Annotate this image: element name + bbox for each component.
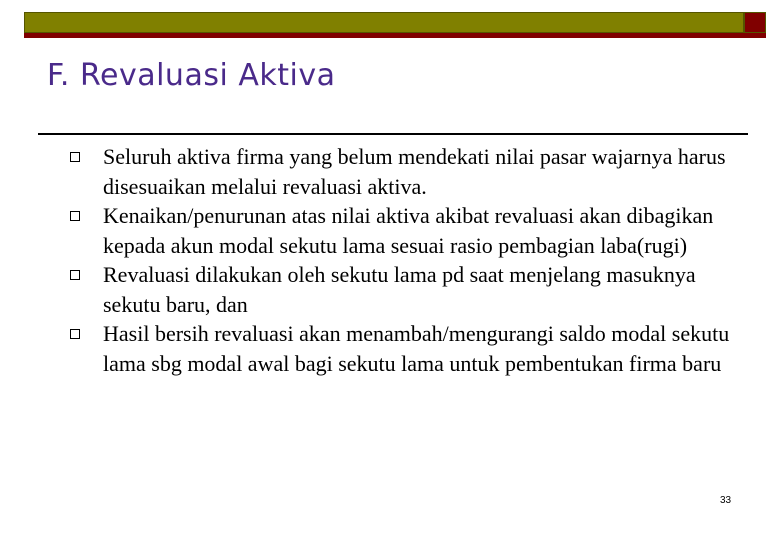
bullet-list [70, 142, 750, 378]
list-item [70, 260, 750, 319]
bullet-text: Hasil bersih revaluasi akan menambah/mengurangi saldo modal sekutu lama sbg modal awal bagi sekutu lama untuk pembentukan firma baru [103, 321, 730, 376]
list-item [70, 319, 750, 378]
page-number: 33 [720, 495, 732, 506]
square-outline-bullet-icon [70, 152, 80, 162]
title-divider [38, 133, 748, 135]
square-outline-bullet-icon [70, 211, 80, 221]
header-accent-square-outline [744, 12, 766, 33]
bullet-text: Revaluasi dilakukan oleh sekutu lama pd saat menjelang masuknya sekutu baru, dan [103, 262, 696, 317]
list-item [70, 201, 750, 260]
list-item [70, 142, 750, 201]
bullet-text: Seluruh aktiva firma yang belum mendekati nilai pasar wajarnya harus disesuaikan melalui revaluasi aktiva. [103, 144, 726, 199]
square-outline-bullet-icon [70, 270, 80, 280]
square-outline-bullet-icon [70, 329, 80, 339]
slide-title: F. Revaluasi Aktiva [47, 58, 336, 93]
header-decoration-bar [24, 12, 744, 33]
bullet-text: Kenaikan/penurunan atas nilai aktiva akibat revaluasi akan dibagikan kepada akun modal sekutu lama sesuai rasio pembagian laba(rugi) [103, 203, 714, 258]
header-accent-line [24, 33, 766, 38]
